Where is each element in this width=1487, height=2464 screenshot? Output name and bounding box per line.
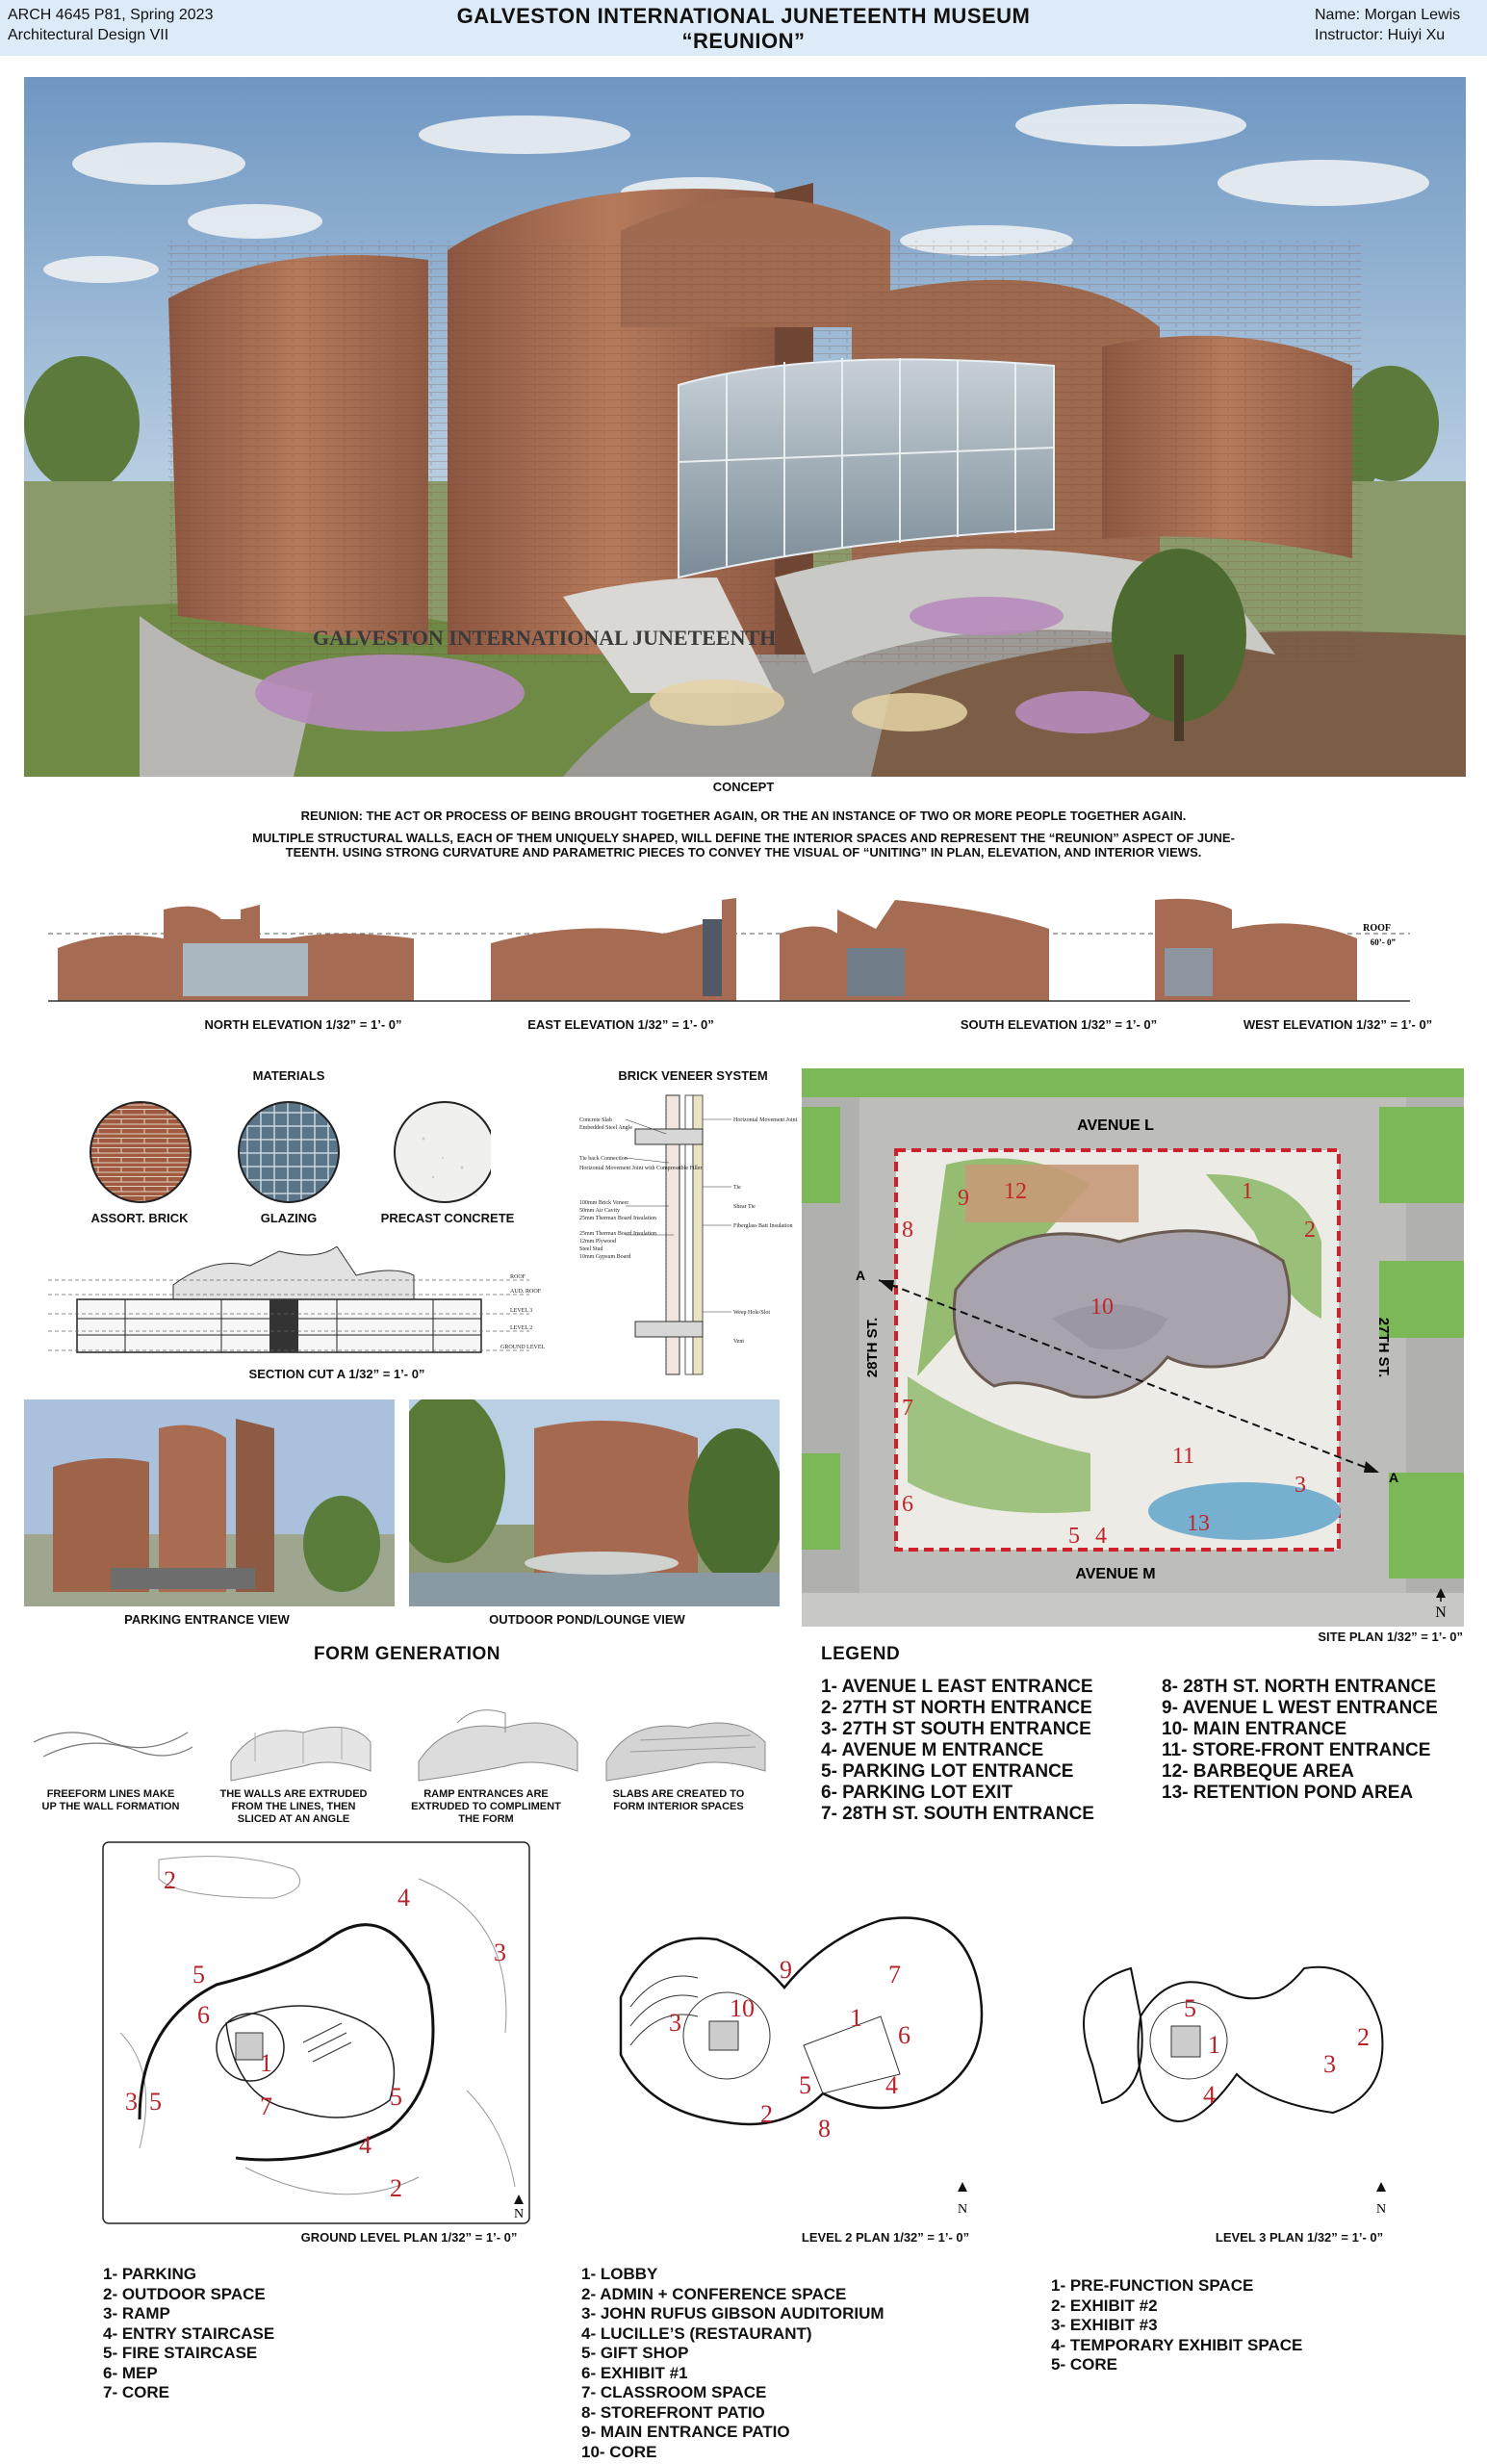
ground-level-plan (101, 1840, 531, 2225)
course-code: ARCH 4645 P81, Spring 2023 (8, 7, 214, 23)
level-2-plan-label: LEVEL 2 PLAN 1/32” = 1’- 0” (801, 2230, 970, 2245)
course-name: Architectural Design VII (8, 27, 169, 43)
veneer-note: Weep Hole/Slot (733, 1310, 771, 1316)
level2-plan-item: 9- MAIN ENTRANCE PATIO (581, 2423, 790, 2441)
legend-item: 13- RETENTION POND AREA (1162, 1783, 1414, 1803)
concept-heading: CONCEPT (712, 780, 775, 794)
materials-heading: MATERIALS (252, 1068, 325, 1083)
site-tag: 11 (1172, 1444, 1195, 1469)
level2-tag: 9 (780, 1956, 792, 1984)
ground-plan-item: 7- CORE (103, 2383, 169, 2401)
ground-tag: 7 (260, 2092, 272, 2120)
legend-item: 5- PARKING LOT ENTRANCE (821, 1761, 1074, 1782)
veneer-note: Tie (733, 1185, 741, 1191)
level-2-plan (592, 1901, 996, 2151)
level3-tag: 1 (1208, 2031, 1220, 2059)
north-arrow-icon (1367, 2180, 1396, 2219)
title-block (0, 4, 1487, 54)
level-3-plan-label: LEVEL 3 PLAN 1/32” = 1’- 0” (1215, 2230, 1384, 2245)
west-elevation-drawing (1155, 899, 1357, 1001)
veneer-note: Fiberglass Batt Insulation (733, 1223, 793, 1229)
ground-plan-label: GROUND LEVEL PLAN 1/32” = 1’- 0” (300, 2230, 518, 2245)
section-level: LEVEL 2 (510, 1325, 533, 1331)
level2-plan-item: 4- LUCILLE’S (RESTAURANT) (581, 2323, 812, 2343)
page-title: GALVESTON INTERNATIONAL JUNETEENTH MUSEUM (456, 4, 1031, 28)
site-tag: 4 (1095, 1524, 1107, 1549)
veneer-note: 10mm Gypsum Board (579, 1254, 631, 1260)
street-27-label: 27TH ST. (1375, 1317, 1392, 1378)
site-tag: 9 (958, 1186, 969, 1211)
materials-swatches (87, 1100, 491, 1211)
legend-item: 7- 28TH ST. SOUTH ENTRANCE (821, 1804, 1094, 1824)
student-name: Name: Morgan Lewis (1315, 7, 1461, 23)
veneer-note: Shear Tie (733, 1204, 756, 1210)
level3-plan-item: 1- PRE-FUNCTION SPACE (1051, 2276, 1254, 2295)
veneer-note: 12mm Plywood (579, 1239, 617, 1245)
form-generation-heading: FORM GENERATION (314, 1644, 500, 1664)
ground-tag: 5 (192, 1961, 205, 1989)
level2-tag: 1 (850, 2004, 862, 2032)
site-tag: 12 (1004, 1179, 1027, 1204)
level3-tag: 3 (1323, 2050, 1336, 2078)
hero-render (24, 77, 1466, 777)
level-3-plan (1044, 1949, 1400, 2161)
hero-sign-text: GALVESTON INTERNATIONAL JUNETEENTH (313, 626, 777, 650)
ground-plan-item: 1- PARKING (103, 2265, 196, 2283)
parking-view-label: PARKING ENTRANCE VIEW (124, 1612, 290, 1627)
legend-column-1 (821, 1677, 1094, 1825)
ground-tag: 3 (125, 2088, 138, 2116)
legend-item: 10- MAIN ENTRANCE (1162, 1719, 1347, 1739)
legend-item: 6- PARKING LOT EXIT (821, 1783, 1013, 1803)
level2-plan-item: 7- CLASSROOM SPACE (581, 2383, 767, 2401)
street-28-label: 28TH ST. (864, 1317, 881, 1378)
concrete-label: PRECAST CONCRETE (380, 1211, 515, 1225)
veneer-note: Concrete Slab (579, 1117, 612, 1123)
site-plan-label: SITE PLAN 1/32” = 1’- 0” (1318, 1630, 1463, 1644)
west-elevation-label: WEST ELEVATION 1/32” = 1’- 0” (1243, 1017, 1433, 1032)
form-step-1-caption: FREEFORM LINES MAKE UP THE WALL FORMATION (41, 1788, 180, 1812)
legend-item: 8- 28TH ST. NORTH ENTRANCE (1162, 1677, 1437, 1697)
veneer-note: Embedded Steel Angle (579, 1125, 632, 1131)
ground-tag: 3 (494, 1938, 506, 1966)
section-mark-a: A (1389, 1470, 1399, 1485)
level3-plan-item: 4- TEMPORARY EXHIBIT SPACE (1051, 2335, 1303, 2354)
level2-plan-item: 3- JOHN RUFUS GIBSON AUDITORIUM (581, 2304, 885, 2323)
glazing-label: GLAZING (260, 1211, 318, 1225)
level2-tag: 2 (760, 2100, 773, 2128)
glazing-swatch (239, 1102, 339, 1202)
veneer-note: 50mm Air Cavity (579, 1208, 620, 1214)
site-tag: 8 (902, 1218, 913, 1243)
level2-tag: 3 (669, 2009, 681, 2037)
brick-label: ASSORT. BRICK (90, 1211, 189, 1225)
concept-text (0, 808, 1487, 860)
site-tag: 13 (1187, 1511, 1210, 1536)
section-level: ROOF (510, 1274, 526, 1280)
concept-line-2: MULTIPLE STRUCTURAL WALLS, EACH OF THEM UNIQUELY SHAPED, WILL DEFINE THE INTERIOR SPACES AND REPRESENT THE “REUNION” ASPECT OF JUNE- (252, 831, 1235, 845)
section-level: GROUND LEVEL (500, 1345, 546, 1350)
parking-entrance-view (24, 1399, 395, 1606)
legend-item: 3- 27TH ST SOUTH ENTRANCE (821, 1719, 1091, 1739)
concrete-swatch (395, 1102, 491, 1202)
brick-veneer-detail (577, 1091, 808, 1379)
roof-label: ROOF (1363, 923, 1391, 934)
ground-north: N (513, 2207, 525, 2221)
level3-plan-item: 3- EXHIBIT #3 (1051, 2316, 1158, 2334)
legend-item: 4- AVENUE M ENTRANCE (821, 1740, 1044, 1760)
section-level: AUD. ROOF (510, 1289, 542, 1295)
ground-plan-item: 5- FIRE STAIRCASE (103, 2344, 258, 2362)
level2-north: N (957, 2202, 968, 2217)
veneer-note: 25mm Thermax Board Insulation (579, 1216, 657, 1221)
level3-tag: 5 (1184, 1994, 1196, 2022)
ground-plan-item: 2- OUTDOOR SPACE (103, 2284, 266, 2303)
site-tag: 6 (902, 1492, 913, 1517)
level2-plan-item: 8- STOREFRONT PATIO (581, 2402, 765, 2422)
veneer-note: Horizontal Movement Joint (733, 1117, 798, 1123)
level3-north: N (1375, 2202, 1387, 2217)
level2-plan-item: 5- GIFT SHOP (581, 2344, 689, 2362)
elevations-strip (48, 890, 1424, 1006)
legend-item: 1- AVENUE L EAST ENTRANCE (821, 1677, 1093, 1697)
level-2-plan-list (581, 2265, 885, 2462)
instructor-name: Instructor: Huiyi Xu (1315, 27, 1446, 43)
south-elevation-drawing (780, 900, 1049, 1001)
ground-tag: 4 (397, 1884, 410, 1912)
ground-plan-item: 3- RAMP (103, 2304, 170, 2323)
form-step-3-drawing (419, 1710, 577, 1781)
ground-tag: 4 (359, 2131, 372, 2159)
north-arrow-icon (948, 2180, 977, 2219)
form-step-2-drawing (231, 1727, 371, 1781)
outdoor-pond-view (409, 1399, 780, 1606)
level2-plan-item: 10- CORE (581, 2442, 657, 2461)
site-plan (802, 1068, 1464, 1627)
legend-item: 12- BARBEQUE AREA (1162, 1761, 1354, 1782)
site-tag: 2 (1304, 1218, 1316, 1243)
site-tag: 3 (1295, 1473, 1306, 1498)
avenue-m-label: AVENUE M (1075, 1566, 1156, 1582)
header-bar (0, 0, 1487, 56)
north-elevation-drawing (58, 905, 414, 1001)
veneer-note: Steel Stud (579, 1246, 603, 1252)
avenue-l-label: AVENUE L (1077, 1117, 1154, 1134)
ground-plan-item: 6- MEP (103, 2363, 158, 2382)
level2-tag: 7 (888, 1961, 901, 1989)
site-tag: 7 (902, 1396, 913, 1421)
level3-tag: 4 (1203, 2081, 1216, 2109)
pond-view-label: OUTDOOR POND/LOUNGE VIEW (489, 1612, 685, 1627)
level3-plan-item: 5- CORE (1051, 2355, 1117, 2374)
section-cut-label: SECTION CUT A 1/32” = 1’- 0” (248, 1367, 425, 1381)
veneer-note: 100mm Brick Veneer (579, 1200, 629, 1206)
level2-plan-item: 1- LOBBY (581, 2265, 658, 2283)
south-elevation-label: SOUTH ELEVATION 1/32” = 1’- 0” (960, 1017, 1158, 1032)
concept-definition: REUNION: THE ACT OR PROCESS OF BEING BROUGHT TOGETHER AGAIN, OR THE AN INSTANCE OF TWO OR MORE PEOPLE TOGETHER AGAIN. (300, 808, 1187, 823)
ground-tag: 5 (390, 2083, 402, 2111)
level2-tag: 5 (799, 2071, 811, 2099)
north-elevation-label: NORTH ELEVATION 1/32” = 1’- 0” (204, 1017, 402, 1032)
level2-plan-item: 6- EXHIBIT #1 (581, 2363, 688, 2382)
veneer-note: Vent (733, 1339, 744, 1345)
concept-line-3: TEENTH. USING STRONG CURVATURE AND PARAMETRIC PIECES TO CONVEY THE VISUAL OF “UNITING” IN PLAN, ELEVATION, AND INTERIOR VIEWS. (285, 845, 1202, 860)
veneer-note: Horizontal Movement Joint with Compressible Filler (579, 1166, 703, 1171)
ground-tag: 6 (197, 2001, 210, 2029)
author-info (1315, 5, 1460, 45)
brick-swatch (90, 1102, 191, 1202)
veneer-note: Tie back Connection (579, 1156, 628, 1162)
section-mark-a: A (856, 1268, 866, 1283)
brick-veneer-heading: BRICK VENEER SYSTEM (618, 1068, 768, 1083)
form-step-4-caption: SLABS ARE CREATED TO FORM INTERIOR SPACES (612, 1788, 745, 1812)
form-step-2-caption: THE WALLS ARE EXTRUDED FROM THE LINES, THEN SLICED AT AN ANGLE (219, 1788, 368, 1825)
level2-tag: 8 (818, 2115, 831, 2143)
level2-tag: 4 (885, 2071, 898, 2099)
site-tag: 1 (1242, 1179, 1253, 1204)
level2-plan-item: 2- ADMIN + CONFERENCE SPACE (581, 2284, 847, 2303)
ground-tag: 2 (164, 1866, 176, 1894)
ground-plan-item: 4- ENTRY STAIRCASE (103, 2323, 275, 2343)
site-north: N (1435, 1604, 1447, 1621)
level3-plan-item: 2- EXHIBIT #2 (1051, 2296, 1158, 2315)
legend-item: 2- 27TH ST NORTH ENTRANCE (821, 1698, 1092, 1718)
east-elevation-label: EAST ELEVATION 1/32” = 1’- 0” (527, 1017, 714, 1032)
legend-item: 11- STORE-FRONT ENTRANCE (1162, 1740, 1431, 1760)
page-subtitle: “REUNION” (681, 29, 806, 53)
ground-tag: 1 (260, 2049, 272, 2077)
east-elevation-drawing (491, 898, 736, 1001)
ground-tag: 5 (149, 2088, 162, 2116)
legend-column-2 (1162, 1677, 1438, 1804)
form-step-3-caption: RAMP ENTRANCES ARE EXTRUDED TO COMPLIMENT THE FORM (411, 1788, 561, 1825)
ground-plan-list (103, 2265, 274, 2403)
legend-item: 9- AVENUE L WEST ENTRANCE (1162, 1698, 1438, 1718)
level2-tag: 6 (898, 2021, 910, 2049)
site-tag: 5 (1068, 1524, 1080, 1549)
section-cut-drawing (48, 1246, 549, 1367)
form-step-4-drawing (606, 1723, 765, 1781)
form-generation-diagrams (24, 1704, 784, 1785)
level3-tag: 2 (1357, 2023, 1370, 2051)
veneer-note: 25mm Thermax Board Insulation (579, 1231, 657, 1237)
roof-height: 60’- 0” (1370, 937, 1396, 947)
section-level: LEVEL 3 (510, 1308, 533, 1314)
level-3-plan-list (1051, 2276, 1302, 2375)
site-tag: 10 (1090, 1295, 1114, 1320)
ground-tag: 2 (390, 2174, 402, 2202)
legend-heading: LEGEND (821, 1644, 901, 1664)
level2-tag: 10 (730, 1994, 755, 2022)
form-step-1-drawing (34, 1732, 192, 1757)
